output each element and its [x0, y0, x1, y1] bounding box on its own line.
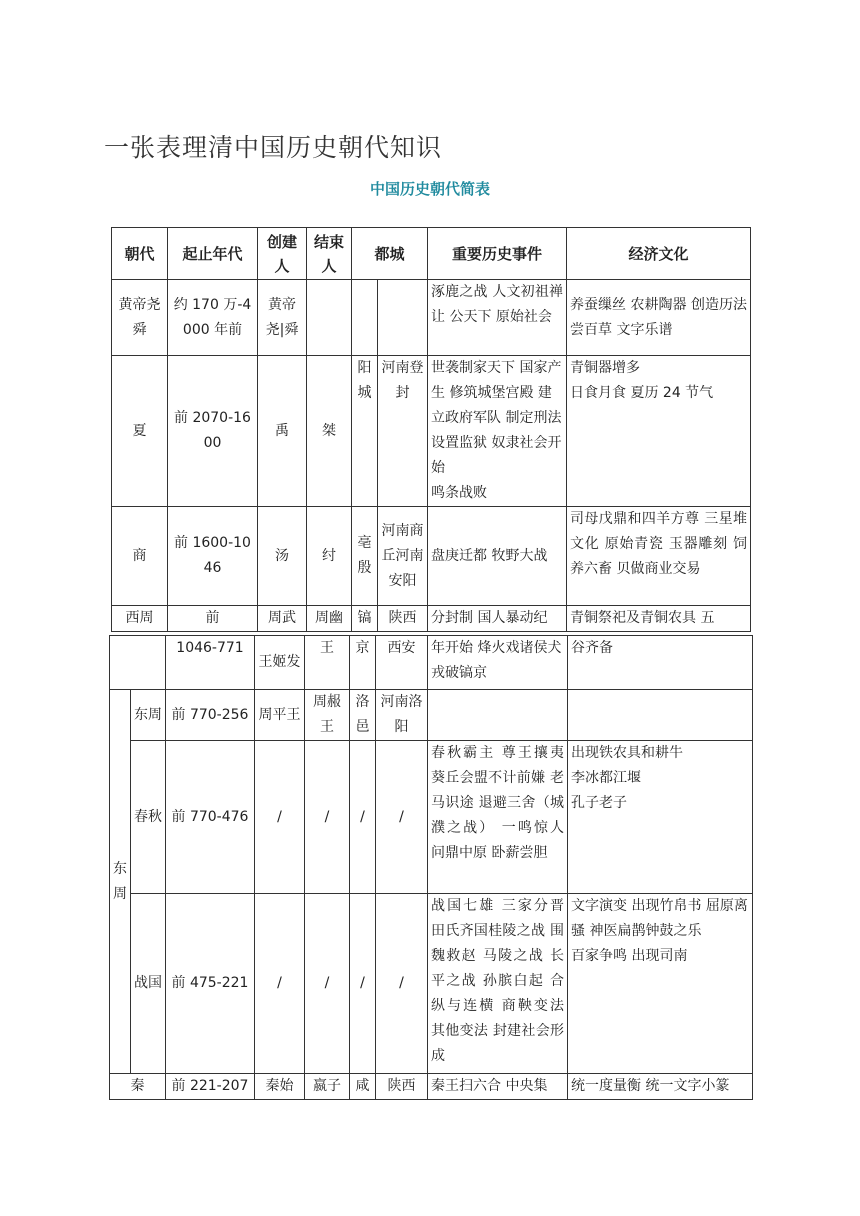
events-cell: 秦王扫六合 中央集 [428, 1074, 568, 1100]
table-row [112, 507, 751, 606]
ender-cell: 王 [305, 636, 350, 690]
economy-line: 百家争鸣 出现司南 [571, 948, 688, 964]
events-cell: 战国七雄 三家分晋 田氏齐国桂陵之战 围魏救赵 马陵之战 长平之战 孙膑白起 合纵与连横 商鞅变法 其他变法 封建社会形成 [428, 894, 568, 1074]
years-cell: 前 1600-1046 [168, 507, 258, 606]
dynasty-cell [110, 636, 166, 690]
dynasty-cell: 秦 [110, 1074, 166, 1100]
events-cell [428, 690, 568, 741]
header-row [112, 228, 751, 280]
events-extra-text: 鸣条战败 [431, 485, 488, 501]
capital-location-cell: / [376, 894, 428, 1074]
founder-cell: 秦始 [255, 1074, 305, 1100]
dynasty-cell: 商 [112, 507, 168, 606]
capital-city-cell: 咸 [350, 1074, 376, 1100]
years-cell: 前 770-476 [166, 741, 255, 894]
ender-cell: 桀 [307, 356, 352, 507]
header-founder: 创建人 [258, 228, 307, 280]
years-cell: 1046-771 [166, 636, 255, 690]
group-dynasty-cell: 东周 [110, 690, 131, 1074]
header-years: 起止年代 [168, 228, 258, 280]
ender-cell: 嬴子 [305, 1074, 350, 1100]
founder-cell: 王姬发 [255, 636, 305, 690]
events-cell: 春秋霸主 尊王攘夷 葵丘会盟不计前嫌 老马识途 退避三舍（城濮之战） 一鸣惊人 问鼎中原 卧薪尝胆 [428, 741, 568, 894]
capital-location-cell: 河南洛阳 [376, 690, 428, 741]
economy-line: 青铜器增多 [570, 360, 641, 376]
capital-city-cell: / [350, 894, 376, 1074]
header-dynasty: 朝代 [112, 228, 168, 280]
capital-location-cell: / [376, 741, 428, 894]
capital-location-cell: 河南商丘河南安阳 [378, 507, 428, 606]
founder-cell: 黄帝尧|舜 [258, 280, 307, 356]
economy-line: 李冰都江堰 [571, 770, 641, 786]
events-cell [428, 356, 567, 507]
economy-line: 文字演变 出现竹帛书 屈原离骚 神医扁鹊钟鼓之乐 [571, 898, 748, 939]
years-cell: 前 475-221 [166, 894, 255, 1074]
header-events: 重要历史事件 [428, 228, 567, 280]
founder-cell: 汤 [258, 507, 307, 606]
economy-cell: 统一度量衡 统一文字小篆 [568, 1074, 753, 1100]
founder-cell: 周武 [258, 606, 307, 632]
years-cell: 前 [168, 606, 258, 632]
economy-line: 孔子老子 [571, 795, 627, 811]
table-row [112, 280, 751, 356]
dynasty-cell: 战国 [131, 894, 166, 1074]
capital-city-cell: / [350, 741, 376, 894]
events-cell: 分封制 国人暴动纪 [428, 606, 567, 632]
economy-cell: 青铜祭祀及青铜农具 五 [567, 606, 751, 632]
dynasty-table-part-1 [111, 227, 751, 632]
ender-cell [307, 280, 352, 356]
header-economy: 经济文化 [567, 228, 751, 280]
capital-city-cell [352, 280, 378, 356]
capital-location-cell: 河南登封 [378, 356, 428, 507]
dynasty-table-part-2 [109, 635, 753, 1100]
capital-city-cell: 亳殷 [352, 507, 378, 606]
events-cell: 年开始 烽火戏诸侯犬戎破镐京 [428, 636, 568, 690]
header-ender: 结束人 [307, 228, 352, 280]
table-row [112, 606, 751, 632]
years-cell: 前 2070-1600 [168, 356, 258, 507]
dynasty-cell: 西周 [112, 606, 168, 632]
ender-cell: 纣 [307, 507, 352, 606]
dynasty-cell: 春秋 [131, 741, 166, 894]
table-row [110, 636, 753, 690]
years-cell: 前 770-256 [166, 690, 255, 741]
dynasty-cell: 夏 [112, 356, 168, 507]
years-cell: 约 170 万-4000 年前 [168, 280, 258, 356]
events-cell: 涿鹿之战 人文初祖禅让 公天下 原始社会 [428, 280, 567, 356]
founder-cell: / [255, 894, 305, 1074]
capital-city-cell: 阳城 [352, 356, 378, 507]
page-title: 一张表理清中国历史朝代知识 [104, 133, 443, 162]
capital-city-cell: 镐 [352, 606, 378, 632]
table-row [110, 741, 753, 894]
founder-cell: / [255, 741, 305, 894]
capital-location-cell: 陕西 [376, 1074, 428, 1100]
capital-city-cell: 京 [350, 636, 376, 690]
founder-cell: 周平王 [255, 690, 305, 741]
table-row [110, 894, 753, 1074]
years-cell: 前 221-207 [166, 1074, 255, 1100]
table-row [112, 356, 751, 507]
ender-cell: 周赧王 [305, 690, 350, 741]
ender-cell: 周幽 [307, 606, 352, 632]
economy-cell: 司母戊鼎和四羊方尊 三星堆文化 原始青瓷 玉器雕刻 饲养六畜 贝做商业交易 [567, 507, 751, 606]
economy-line: 日食月食 夏历 24 节气 [570, 385, 714, 401]
economy-line: 出现铁农具和耕牛 [571, 745, 683, 761]
capital-location-cell: 西安 [376, 636, 428, 690]
header-capital: 都城 [352, 228, 428, 280]
table-row [110, 1074, 753, 1100]
table-title: 中国历史朝代简表 [369, 180, 490, 198]
events-cell: 盘庚迁都 牧野大战 [428, 507, 567, 606]
table-row [110, 690, 753, 741]
ender-cell: / [305, 741, 350, 894]
economy-cell [568, 894, 753, 1074]
founder-cell: 禹 [258, 356, 307, 507]
capital-location-cell [378, 280, 428, 356]
economy-cell [567, 356, 751, 507]
economy-cell [568, 741, 753, 894]
economy-cell: 养蚕缫丝 农耕陶器 创造历法 尝百草 文字乐谱 [567, 280, 751, 356]
economy-cell [568, 690, 753, 741]
events-text: 世袭制家天下 国家产生 修筑城堡宫殿 建立政府军队 制定刑法 设置监狱 奴隶社会开始 [431, 360, 562, 476]
dynasty-cell: 黄帝尧舜 [112, 280, 168, 356]
capital-location-cell: 陕西 [378, 606, 428, 632]
dynasty-cell: 东周 [131, 690, 166, 741]
capital-city-cell: 洛邑 [350, 690, 376, 741]
economy-cell: 谷齐备 [568, 636, 753, 690]
ender-cell: / [305, 894, 350, 1074]
